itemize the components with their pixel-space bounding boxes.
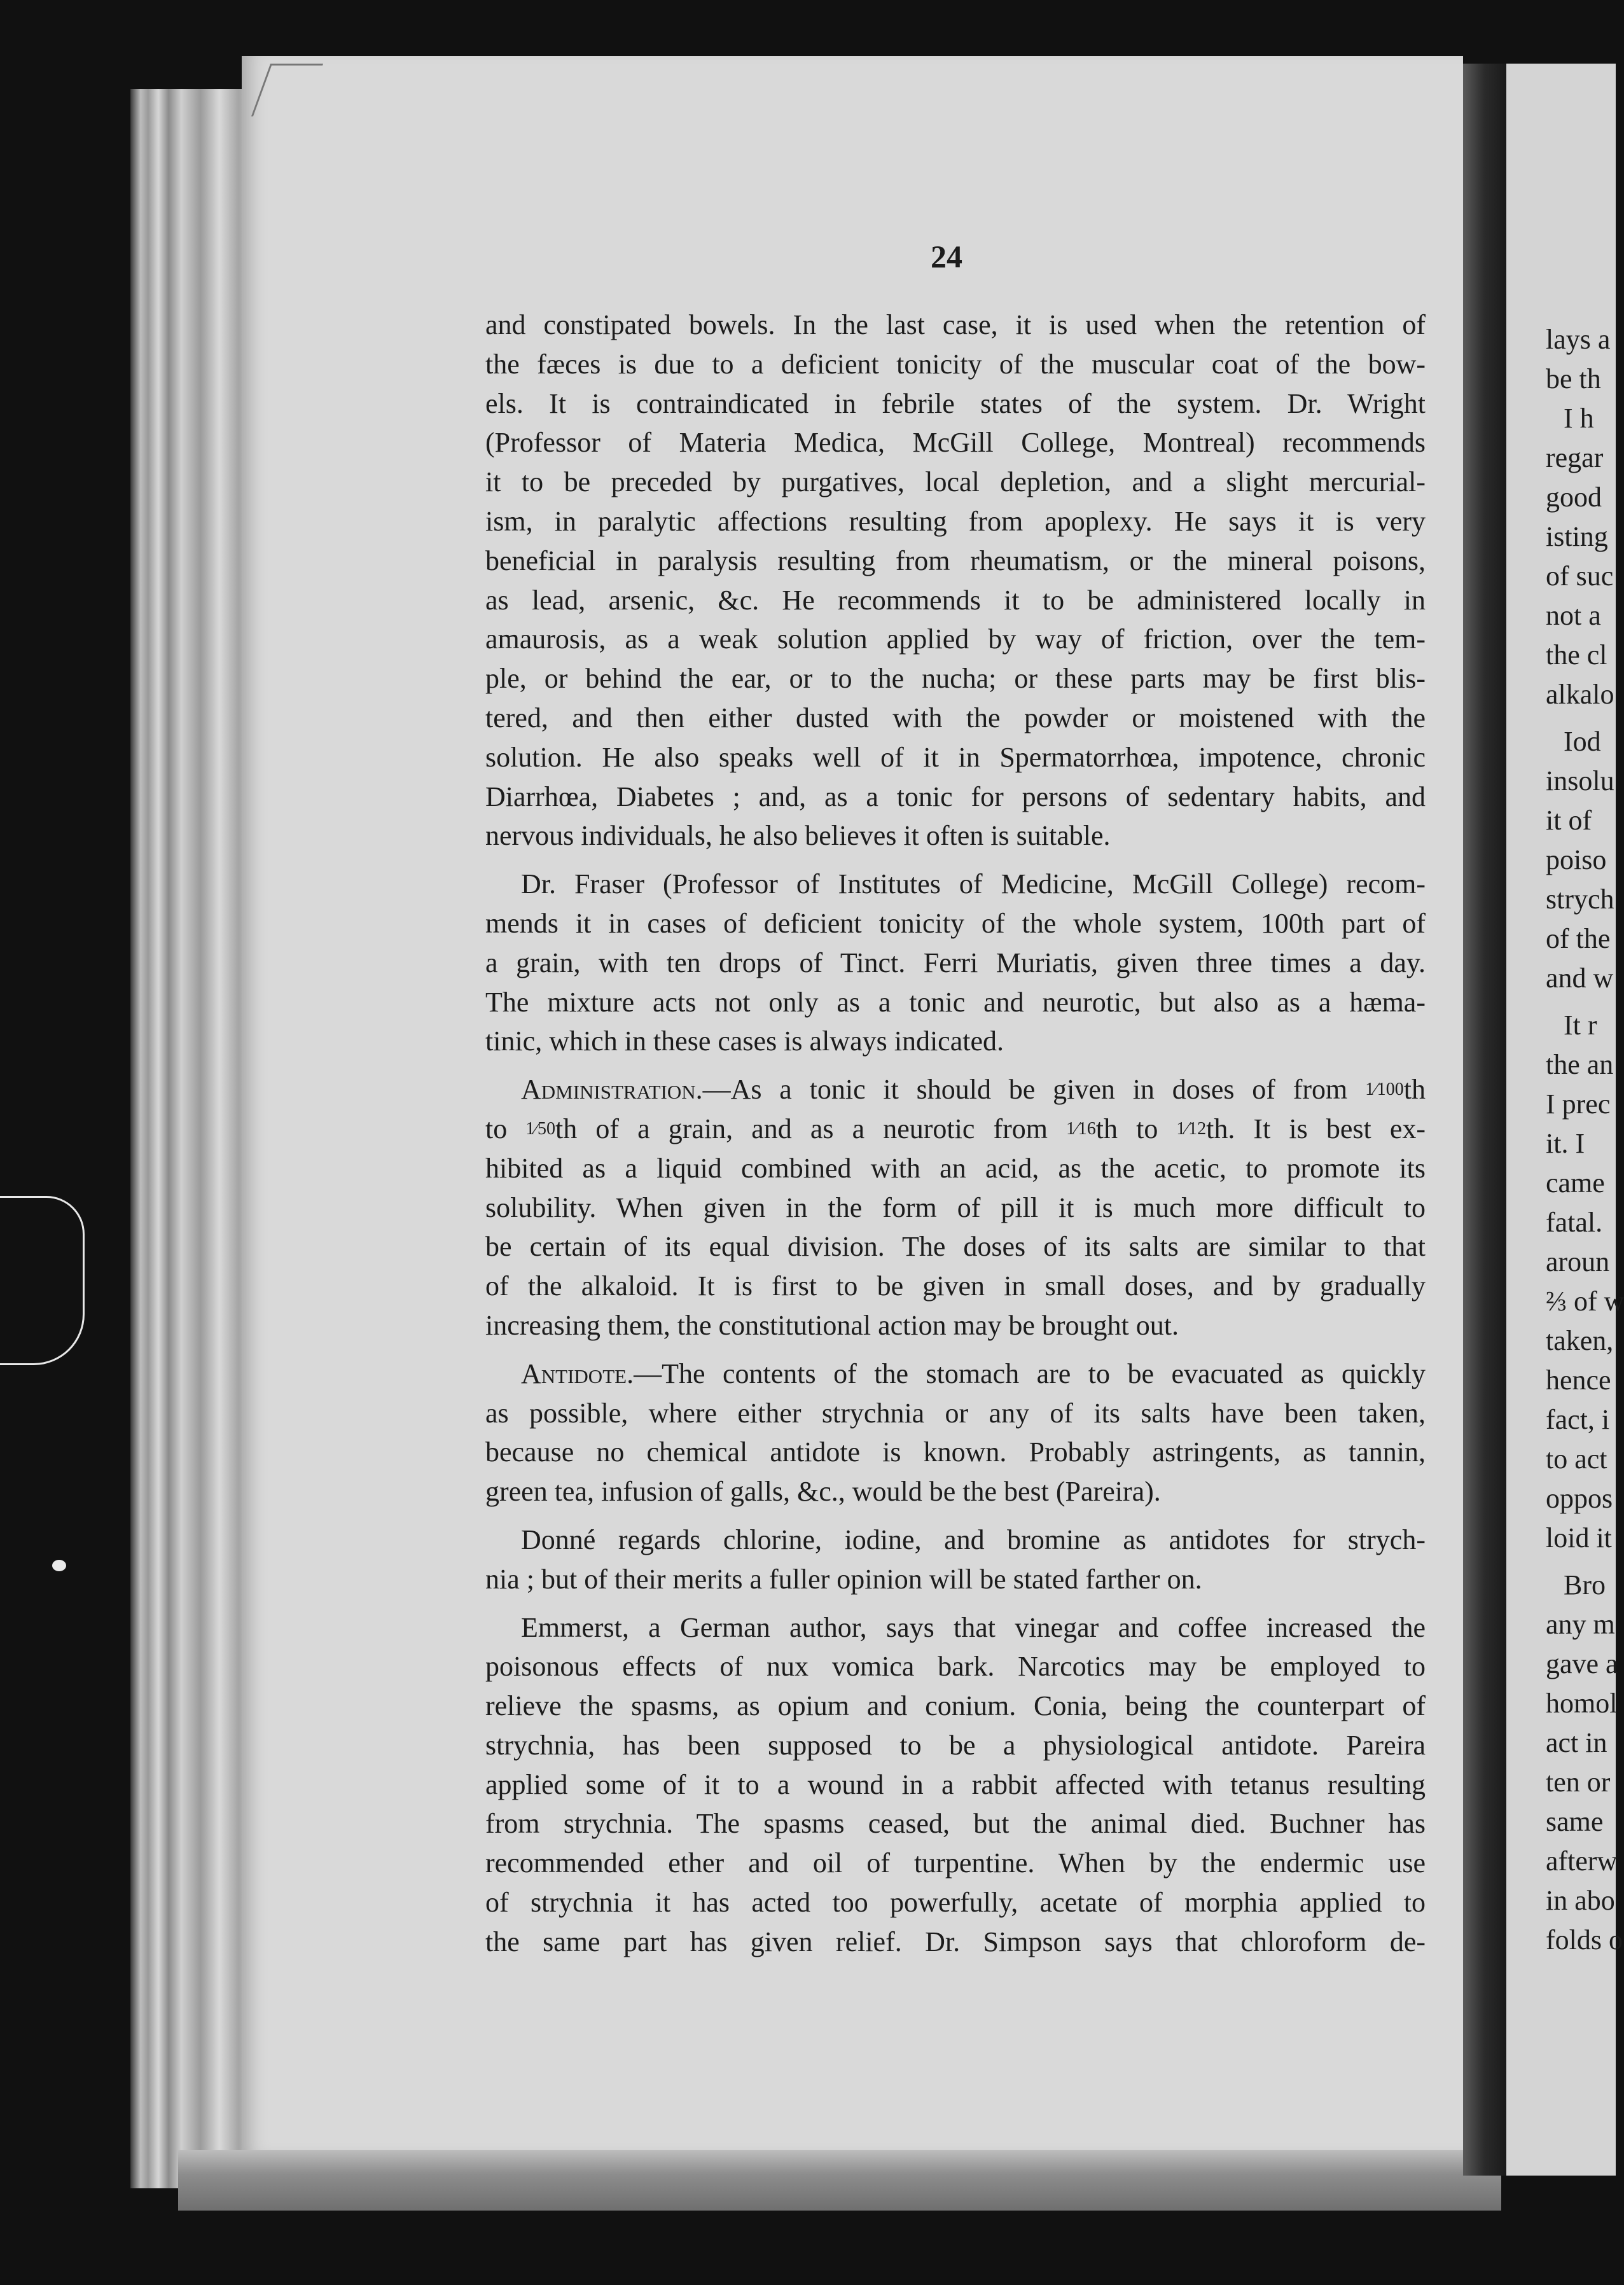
facing-line: fact, i bbox=[1546, 1404, 1610, 1435]
text-line: it to be preceded by purgatives, local depletion, and a slight mercurial- bbox=[485, 466, 1426, 498]
text-span: to bbox=[485, 1113, 526, 1144]
text-line: because no chemical antidote is known. Probably astringents, as tannin, bbox=[485, 1436, 1426, 1468]
text-line: as possible, where either strychnia or any of its salts have been taken, bbox=[485, 1397, 1426, 1429]
text-line: as lead, arsenic, &c. He recommends it to be administered locally in bbox=[485, 584, 1426, 616]
text-line: Diarrhœa, Diabetes ; and, as a tonic for persons of sedentary habits, and bbox=[485, 781, 1426, 812]
fraction: 1⁄50 bbox=[525, 1118, 556, 1139]
facing-line: be th bbox=[1546, 363, 1601, 394]
administration-line bbox=[485, 1070, 1426, 1109]
text-line: applied some of it to a wound in a rabbit affected with tetanus resulting bbox=[485, 1768, 1426, 1800]
text-line: solution. He also speaks well of it in Spermatorrhœa, impotence, chronic bbox=[485, 741, 1426, 773]
facing-line: it. I bbox=[1546, 1128, 1585, 1159]
facing-line: came bbox=[1546, 1167, 1605, 1198]
text-line: Donné regards chlorine, iodine, and bromine as antidotes for strych- bbox=[521, 1524, 1426, 1555]
text-span: th bbox=[1403, 1074, 1426, 1106]
text-line: poisonous effects of nux vomica bark. Narcotics may be employed to bbox=[485, 1651, 1426, 1683]
facing-line: the an bbox=[1546, 1049, 1614, 1080]
facing-line: and w bbox=[1546, 962, 1614, 994]
text-line: and constipated bowels. In the last case, it is used when the retention of bbox=[485, 309, 1426, 340]
text-span: th. It is best ex- bbox=[1206, 1113, 1426, 1144]
administration-line bbox=[485, 1109, 1426, 1149]
text-line: be certain of its equal division. The doses of its salts are similar to that bbox=[485, 1231, 1426, 1263]
text-line: amaurosis, as a weak solution applied by way of friction, over the tem- bbox=[485, 623, 1426, 655]
text-line: els. It is contraindicated in febrile states of the system. Dr. Wright bbox=[485, 387, 1426, 419]
edge-speck bbox=[52, 1560, 66, 1571]
administration-heading: Administration. bbox=[521, 1074, 703, 1106]
facing-line: lays a bbox=[1546, 324, 1611, 355]
text-line: The mixture acts not only as a tonic and neurotic, but also as a hæma- bbox=[485, 986, 1426, 1018]
text-span: th of a grain, and as a neurotic from bbox=[555, 1113, 1067, 1144]
text-span: —The contents of the stomach are to be evacuated as quickly bbox=[634, 1358, 1426, 1389]
text-span: th to bbox=[1095, 1113, 1177, 1144]
text-line: the fæces is due to a deficient tonicity of the muscular coat of the bow- bbox=[485, 348, 1426, 380]
facing-line: isting bbox=[1546, 521, 1608, 552]
facing-line: I h bbox=[1564, 403, 1594, 434]
text-line: increasing them, the constitutional action may be brought out. bbox=[485, 1309, 1179, 1341]
facing-line: afterw bbox=[1546, 1845, 1618, 1877]
text-line: hibited as a liquid combined with an acid, as the acetic, to promote its bbox=[485, 1152, 1426, 1184]
text-line: tinic, which in these cases is always indicated. bbox=[485, 1025, 1004, 1057]
facing-line: alkalo bbox=[1546, 679, 1614, 710]
facing-line: aroun bbox=[1546, 1246, 1610, 1277]
antidote-heading: Antidote. bbox=[521, 1358, 634, 1389]
facing-line: gave a bbox=[1546, 1648, 1618, 1679]
page-number: 24 bbox=[931, 239, 962, 274]
text-span: —As a tonic it should be given in doses of from bbox=[702, 1074, 1366, 1106]
text-line: tered, and then either dusted with the powder or moistened with the bbox=[485, 702, 1426, 733]
facing-line: same bbox=[1546, 1806, 1604, 1837]
text-line: (Professor of Materia Medica, McGill College, Montreal) recommends bbox=[485, 427, 1426, 459]
text-line: of strychnia it has acted too powerfully, acetate of morphia applied to bbox=[485, 1887, 1426, 1919]
facing-line: I prec bbox=[1546, 1088, 1611, 1120]
fraction: 1⁄16 bbox=[1066, 1118, 1096, 1139]
facing-line: It r bbox=[1564, 1010, 1597, 1041]
text-line: of the alkaloid. It is first to be given in small doses, and by gradually bbox=[485, 1270, 1426, 1302]
facing-line: of suc bbox=[1546, 560, 1614, 592]
facing-line: insolu bbox=[1546, 765, 1614, 796]
facing-line: to act bbox=[1546, 1443, 1607, 1475]
facing-line: ten or bbox=[1546, 1767, 1611, 1798]
facing-line: of the bbox=[1546, 923, 1611, 954]
book-bottom-edge bbox=[178, 2150, 1501, 2211]
facing-line: it of bbox=[1546, 805, 1592, 836]
body-text bbox=[485, 305, 1426, 1962]
facing-line: any m bbox=[1546, 1609, 1615, 1640]
text-line: nervous individuals, he also believes it often is suitable. bbox=[485, 820, 1111, 852]
facing-line: not a bbox=[1546, 600, 1601, 631]
facing-line: in abo bbox=[1546, 1885, 1615, 1916]
book-gutter bbox=[1463, 64, 1506, 2176]
text-line: the same part has given relief. Dr. Simpson says that chloroform de- bbox=[485, 1926, 1426, 1957]
facing-line: ⅔ of w bbox=[1546, 1286, 1624, 1317]
edge-scribble bbox=[0, 1196, 85, 1365]
antidote-line bbox=[485, 1354, 1426, 1394]
text-line: mends it in cases of deficient tonicity of the whole system, 100th part of bbox=[485, 907, 1426, 939]
text-line: solubility. When given in the form of pill it is much more difficult to bbox=[485, 1191, 1426, 1223]
facing-line: regar bbox=[1546, 442, 1604, 473]
facing-line: oppos bbox=[1546, 1483, 1613, 1514]
text-line: ism, in paralytic affections resulting from apoplexy. He says it is very bbox=[485, 505, 1426, 537]
text-line: strychnia, has been supposed to be a physiological antidote. Pareira bbox=[485, 1729, 1426, 1761]
facing-line: hence bbox=[1546, 1365, 1611, 1396]
facing-line: Bro bbox=[1564, 1569, 1606, 1601]
text-line: ple, or behind the ear, or to the nucha; or these parts may be first blis- bbox=[485, 663, 1426, 695]
facing-line: act in bbox=[1546, 1727, 1607, 1758]
text-line: recommended ether and oil of turpentine. When by the endermic use bbox=[485, 1847, 1426, 1879]
text-line: Emmerst, a German author, says that vinegar and coffee increased the bbox=[521, 1611, 1426, 1643]
fraction: 1⁄100 bbox=[1365, 1080, 1404, 1100]
facing-page bbox=[1506, 64, 1624, 2176]
facing-line: good bbox=[1546, 482, 1602, 513]
text-line: from strychnia. The spasms ceased, but the animal died. Buchner has bbox=[485, 1808, 1426, 1840]
facing-line: the cl bbox=[1546, 639, 1607, 670]
facing-line: fatal. bbox=[1546, 1207, 1603, 1238]
text-line: beneficial in paralysis resulting from rheumatism, or the mineral poisons, bbox=[485, 545, 1426, 576]
facing-line: homol bbox=[1546, 1688, 1618, 1719]
facing-line: poiso bbox=[1546, 844, 1607, 875]
facing-line: Iod bbox=[1564, 726, 1601, 757]
facing-line: taken, bbox=[1546, 1325, 1614, 1356]
text-line: nia ; but of their merits a fuller opinion will be stated farther on. bbox=[485, 1563, 1202, 1595]
text-line: Dr. Fraser (Professor of Institutes of Medicine, McGill College) recom- bbox=[521, 868, 1426, 900]
text-line: green tea, infusion of galls, &c., would be the best (Pareira). bbox=[485, 1476, 1161, 1508]
facing-line: strych bbox=[1546, 884, 1614, 915]
fraction: 1⁄12 bbox=[1176, 1118, 1207, 1139]
text-line: relieve the spasms, as opium and conium. Conia, being the counterpart of bbox=[485, 1690, 1426, 1722]
text-line: a grain, with ten drops of Tinct. Ferri Muriatis, given three times a day. bbox=[485, 947, 1426, 978]
page-stack-edge bbox=[130, 89, 258, 2188]
facing-line: folds o bbox=[1546, 1924, 1623, 1955]
facing-line: loid it bbox=[1546, 1522, 1612, 1553]
